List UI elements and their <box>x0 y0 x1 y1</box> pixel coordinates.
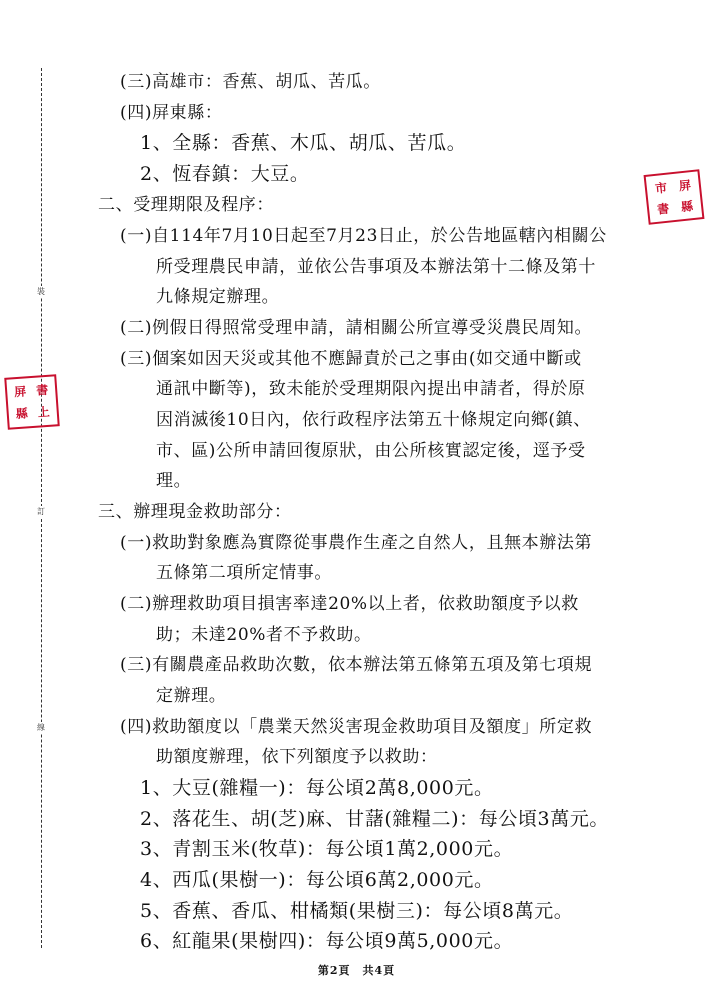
text-line: 6、紅龍果(果樹四)：每公頃9萬5,000元。 <box>140 930 514 952</box>
seal-char: 書 <box>35 382 49 398</box>
seal-char: 屏 <box>678 177 692 193</box>
text-line: (四)救助額度以「農業天然災害現金救助項目及額度」所定救 <box>120 717 593 737</box>
section-heading: 二、受理期限及程序： <box>98 195 274 215</box>
seal-char: 屏 <box>13 384 27 400</box>
text-line: 助額度辦理，依下列額度予以救助： <box>156 747 438 767</box>
text-line: 2、落花生、胡(芝)麻、甘藷(雜糧二)：每公頃3萬元。 <box>140 808 610 830</box>
text-line: 通訊中斷等)，致未能於受理期限內提出申請者，得於原 <box>156 379 586 399</box>
page-number-footer: 第2頁 共4頁 <box>317 964 396 977</box>
text-line: 2、恆春鎮：大豆。 <box>140 163 310 185</box>
text-line: 九條規定辦理。 <box>156 287 280 307</box>
binding-mark-xian: 線 <box>33 722 49 734</box>
official-seal-right <box>644 169 705 225</box>
text-line: (三)個案如因天災或其他不應歸責於己之事由(如交通中斷或 <box>120 349 582 369</box>
seal-char: 書 <box>656 201 670 217</box>
text-line: 助；未達20%者不予救助。 <box>156 625 372 645</box>
text-line: (一)救助對象應為實際從事農作生產之自然人，且無本辦法第 <box>120 533 593 553</box>
seal-char: 市 <box>654 180 668 196</box>
text-line: (二)例假日得照常受理申請，請相關公所宣導受災農民周知。 <box>120 318 593 338</box>
text-line: 五條第二項所定情事。 <box>156 563 332 583</box>
section-heading: 三、辦理現金救助部分： <box>98 502 292 522</box>
text-line: (一)自114年7月10日起至7月23日止，於公告地區轄內相關公 <box>120 226 607 246</box>
text-line: 定辦理。 <box>156 686 227 706</box>
text-line: 1、全縣：香蕉、木瓜、胡瓜、苦瓜。 <box>140 132 467 154</box>
seal-char: 縣 <box>680 198 694 214</box>
text-line: (三)有關農產品救助次數，依本辦法第五條第五項及第七項規 <box>120 655 593 675</box>
text-line: 市、區)公所申請回復原狀，由公所核實認定後，逕予受 <box>156 441 586 461</box>
official-seal-left <box>4 374 60 430</box>
text-line: 所受理農民申請，並依公告事項及本辦法第十二條及第十 <box>156 257 596 277</box>
text-line: 3、青割玉米(牧草)：每公頃1萬2,000元。 <box>140 838 514 860</box>
text-line: 1、大豆(雜糧一)：每公頃2萬8,000元。 <box>140 777 494 799</box>
seal-char: 上 <box>37 404 51 420</box>
binding-mark-ding: 訂 <box>33 506 49 518</box>
text-line: (三)高雄市：香蕉、胡瓜、苦瓜。 <box>120 72 381 92</box>
text-line: 5、香蕉、香瓜、柑橘類(果樹三)：每公頃8萬元。 <box>140 900 574 922</box>
seal-char: 縣 <box>15 406 29 422</box>
text-line: (二)辦理救助項目損害率達20%以上者，依救助額度予以救 <box>120 594 579 614</box>
text-line: 4、西瓜(果樹一)：每公頃6萬2,000元。 <box>140 869 494 891</box>
text-line: 理。 <box>156 471 192 491</box>
text-line: 因消滅後10日內，依行政程序法第五十條規定向鄉(鎮、 <box>156 410 591 430</box>
binding-mark-zhuang: 裝 <box>33 286 49 298</box>
text-line: (四)屏東縣： <box>120 103 223 123</box>
